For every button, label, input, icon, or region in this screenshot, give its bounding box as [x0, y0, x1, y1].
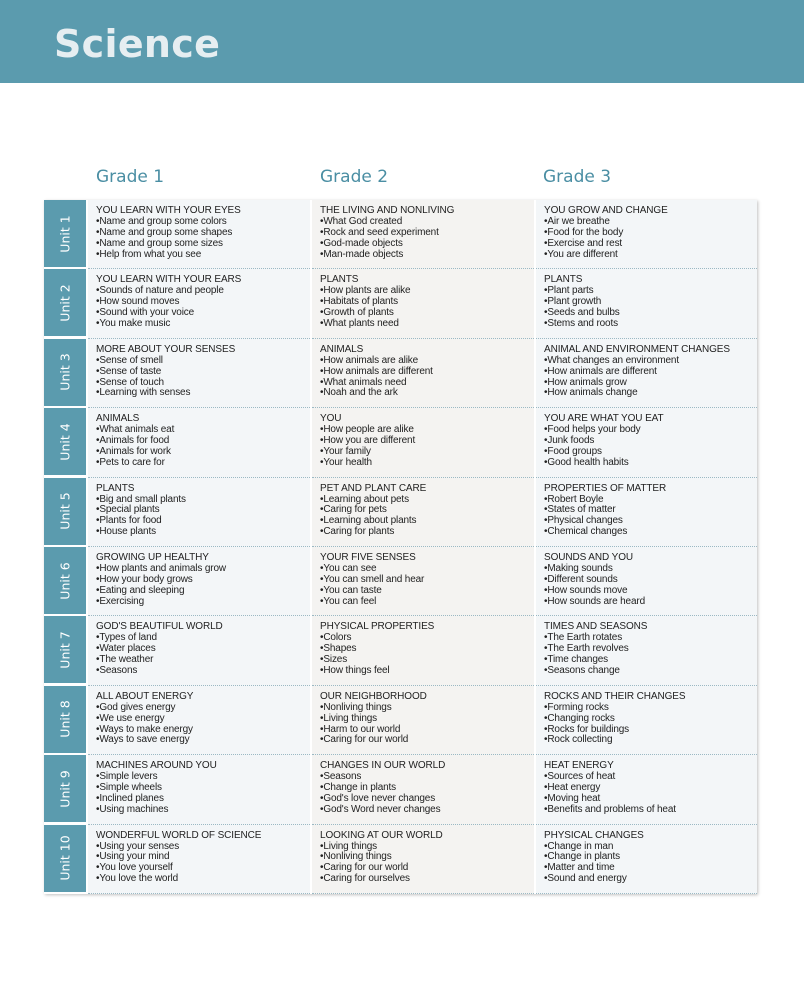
topic-list	[320, 217, 534, 261]
topic-item: • Name and group some sizes	[96, 239, 310, 250]
topic-list	[96, 564, 310, 608]
topic-item: • Stems and roots	[544, 319, 757, 330]
lesson-title: YOU	[320, 413, 342, 425]
lesson-cell	[536, 686, 757, 755]
topic-item: • How animals are different	[544, 367, 757, 378]
unit-tab	[44, 339, 86, 406]
lesson-cell	[312, 339, 534, 408]
topic-item: • Sound with your voice	[96, 308, 310, 319]
topic-item: • Water places	[96, 644, 310, 655]
lesson-cell	[536, 339, 757, 408]
topic-item: • Junk foods	[544, 436, 757, 447]
topic-item: • Plant growth	[544, 297, 757, 308]
topic-item: • Caring for plants	[320, 527, 534, 538]
unit-tab	[44, 200, 86, 267]
topic-item: • Using your mind	[96, 852, 310, 863]
topic-item: • Change in plants	[320, 783, 534, 794]
topic-list	[320, 703, 534, 747]
topic-item: • Using machines	[96, 805, 310, 816]
topic-item: • Ways to make energy	[96, 725, 310, 736]
lesson-title: PET AND PLANT CARE	[320, 482, 427, 494]
lesson-cell	[536, 547, 757, 616]
topic-item: • You can see	[320, 564, 534, 575]
topic-item: • The Earth rotates	[544, 633, 757, 644]
topic-item: • Rock collecting	[544, 735, 757, 746]
unit-label: Unit 2	[57, 284, 73, 322]
lesson-title: PLANTS	[544, 274, 583, 286]
topic-item: • What animals need	[320, 378, 534, 389]
unit-row	[44, 478, 757, 547]
topic-item: • What animals eat	[96, 425, 310, 436]
topic-item: • Types of land	[96, 633, 310, 644]
lesson-cell	[88, 616, 310, 685]
topic-item: • Moving heat	[544, 794, 757, 805]
topic-item: • Simple wheels	[96, 783, 310, 794]
grade-3-header: Grade 3	[543, 167, 612, 187]
lesson-cell	[312, 547, 534, 616]
topic-list	[96, 495, 310, 539]
lesson-title: GROWING UP HEALTHY	[96, 552, 209, 563]
topic-item: • Chemical changes	[544, 527, 757, 538]
topic-item: • How plants are alike	[320, 286, 534, 297]
topic-item: • Food groups	[544, 447, 757, 458]
topic-item: • Nonliving things	[320, 852, 534, 863]
topic-list	[320, 495, 534, 539]
topic-list	[96, 842, 310, 886]
lesson-title: LOOKING AT OUR WORLD	[320, 829, 443, 841]
topic-item: • How sounds move	[544, 586, 757, 597]
topic-item: • Forming rocks	[544, 703, 757, 714]
topic-list	[544, 286, 757, 330]
topic-item: • Your health	[320, 458, 534, 469]
lesson-cell	[88, 825, 310, 894]
topic-item: • Living things	[320, 842, 534, 853]
lesson-cell	[536, 408, 757, 477]
lesson-title: ANIMALS	[320, 343, 364, 355]
unit-label: Unit 1	[57, 214, 73, 253]
lesson-cell	[536, 825, 757, 894]
lesson-title: YOU LEARN WITH YOUR EARS	[96, 274, 242, 286]
unit-label: Unit 4	[57, 423, 73, 461]
topic-item: • Special plants	[96, 505, 310, 516]
lesson-cell	[312, 686, 534, 755]
topic-item: • Caring for ourselves	[320, 874, 534, 885]
topic-item: • Name and group some colors	[96, 217, 310, 228]
topic-item: • How animals change	[544, 388, 757, 399]
topic-item: • Learning about pets	[320, 495, 534, 506]
topic-item: • You love the world	[96, 874, 310, 885]
topic-item: • Caring for our world	[320, 863, 534, 874]
topic-item: • Caring for pets	[320, 505, 534, 516]
lesson-cell	[88, 200, 310, 269]
lesson-title: MACHINES AROUND YOU	[96, 760, 217, 772]
header-banner	[0, 0, 804, 83]
topic-item: • Habitats of plants	[320, 297, 534, 308]
unit-label: Unit 8	[57, 700, 73, 738]
topic-item: • Seasons	[320, 772, 534, 783]
unit-row	[44, 547, 757, 616]
lesson-title: PLANTS	[320, 274, 359, 286]
topic-item: • Learning with senses	[96, 388, 310, 399]
lesson-title: PROPERTIES OF MATTER	[544, 482, 667, 494]
topic-item: • Sound and energy	[544, 874, 757, 885]
topic-list	[320, 356, 534, 400]
unit-label: Unit 9	[57, 770, 73, 808]
lesson-title: ANIMAL AND ENVIRONMENT CHANGES	[544, 343, 730, 355]
topic-item: • Sizes	[320, 655, 534, 666]
lesson-title: CHANGES IN OUR WORLD	[320, 760, 446, 772]
lesson-title: OUR NEIGHBORHOOD	[320, 690, 427, 702]
lesson-cell	[312, 269, 534, 338]
topic-item: • Exercising	[96, 597, 310, 608]
lesson-cell	[88, 478, 310, 547]
topic-item: • Physical changes	[544, 516, 757, 527]
unit-tab	[44, 825, 86, 892]
unit-label: Unit 10	[57, 835, 73, 881]
topic-list	[544, 703, 757, 747]
topic-item: • Help from what you see	[96, 250, 310, 261]
grade-1-header: Grade 1	[96, 167, 165, 187]
lesson-cell	[536, 755, 757, 824]
lesson-title: YOU ARE WHAT YOU EAT	[544, 413, 664, 425]
topic-item: • You can taste	[320, 586, 534, 597]
topic-item: • Harm to our world	[320, 725, 534, 736]
topic-item: • Making sounds	[544, 564, 757, 575]
lesson-cell	[312, 408, 534, 477]
lesson-title: ROCKS AND THEIR CHANGES	[544, 690, 686, 702]
lesson-cell	[88, 755, 310, 824]
topic-list	[544, 425, 757, 469]
topic-item: • How animals are different	[320, 367, 534, 378]
topic-item: • How you are different	[320, 436, 534, 447]
unit-tab	[44, 478, 86, 545]
topic-item: • The weather	[96, 655, 310, 666]
topic-item: • Food helps your body	[544, 425, 757, 436]
unit-tab	[44, 686, 86, 753]
topic-item: • Rocks for buildings	[544, 725, 757, 736]
unit-row	[44, 616, 757, 685]
topic-item: • You love yourself	[96, 863, 310, 874]
page-title: Science	[54, 22, 221, 66]
topic-item: • Big and small plants	[96, 495, 310, 506]
lesson-title: TIMES AND SEASONS	[544, 621, 648, 633]
lesson-title: YOU GROW AND CHANGE	[544, 205, 668, 216]
lesson-title: SOUNDS AND YOU	[544, 552, 633, 563]
topic-list	[320, 842, 534, 886]
topic-item: • Seasons change	[544, 666, 757, 677]
lesson-title: ALL ABOUT ENERGY	[96, 690, 194, 702]
lesson-cell	[312, 200, 534, 269]
topic-item: • Animals for work	[96, 447, 310, 458]
lesson-cell	[536, 269, 757, 338]
topic-item: • You can smell and hear	[320, 575, 534, 586]
unit-row	[44, 269, 757, 338]
topic-item: • You can feel	[320, 597, 534, 608]
topic-item: • Change in plants	[544, 852, 757, 863]
lesson-cell	[312, 616, 534, 685]
topic-item: • Man-made objects	[320, 250, 534, 261]
topic-item: • The Earth revolves	[544, 644, 757, 655]
topic-item: • Caring for our world	[320, 735, 534, 746]
lesson-cell	[312, 755, 534, 824]
topic-item: • Benefits and problems of heat	[544, 805, 757, 816]
unit-label: Unit 3	[57, 353, 73, 391]
topic-list	[544, 356, 757, 400]
topic-item: • God's Word never changes	[320, 805, 534, 816]
topic-item: • What changes an environment	[544, 356, 757, 367]
topic-item: • Rock and seed experiment	[320, 228, 534, 239]
topic-item: • Sounds of nature and people	[96, 286, 310, 297]
topic-list	[320, 425, 534, 469]
grade-2-header: Grade 2	[320, 167, 389, 187]
lesson-title: HEAT ENERGY	[544, 760, 614, 772]
topic-item: • Good health habits	[544, 458, 757, 469]
unit-row	[44, 200, 757, 269]
topic-item: • States of matter	[544, 505, 757, 516]
topic-item: • Colors	[320, 633, 534, 644]
topic-item: • How sounds are heard	[544, 597, 757, 608]
topic-item: • Eating and sleeping	[96, 586, 310, 597]
topic-item: • God's love never changes	[320, 794, 534, 805]
topic-list	[96, 633, 310, 677]
topic-list	[544, 217, 757, 261]
topic-item: • Name and group some shapes	[96, 228, 310, 239]
lesson-title: PHYSICAL CHANGES	[544, 829, 644, 841]
unit-tab	[44, 408, 86, 475]
lesson-cell	[88, 547, 310, 616]
topic-item: • Learning about plants	[320, 516, 534, 527]
unit-tab	[44, 547, 86, 614]
unit-row	[44, 339, 757, 408]
unit-tab	[44, 616, 86, 683]
unit-row	[44, 686, 757, 755]
topic-item: • Time changes	[544, 655, 757, 666]
topic-item: • Exercise and rest	[544, 239, 757, 250]
topic-item: • How things feel	[320, 666, 534, 677]
topic-item: • You make music	[96, 319, 310, 330]
topic-item: • Pets to care for	[96, 458, 310, 469]
topic-list	[544, 564, 757, 608]
lesson-cell	[312, 825, 534, 894]
lesson-title: PLANTS	[96, 482, 135, 494]
lesson-title: ANIMALS	[96, 413, 140, 425]
topic-item: • How your body grows	[96, 575, 310, 586]
topic-item: • Animals for food	[96, 436, 310, 447]
lesson-title: PHYSICAL PROPERTIES	[320, 621, 435, 633]
topic-item: • Seeds and bulbs	[544, 308, 757, 319]
lesson-cell	[312, 478, 534, 547]
topic-item: • Noah and the ark	[320, 388, 534, 399]
topic-item: • Changing rocks	[544, 714, 757, 725]
topic-item: • What God created	[320, 217, 534, 228]
topic-item: • God gives energy	[96, 703, 310, 714]
topic-item: • Growth of plants	[320, 308, 534, 319]
lesson-title: MORE ABOUT YOUR SENSES	[96, 343, 236, 355]
topic-list	[544, 495, 757, 539]
topic-item: • Plant parts	[544, 286, 757, 297]
topic-item: • How sound moves	[96, 297, 310, 308]
lesson-title: WONDERFUL WORLD OF SCIENCE	[96, 829, 262, 841]
unit-row	[44, 755, 757, 824]
topic-list	[320, 564, 534, 608]
unit-label: Unit 7	[57, 631, 73, 669]
unit-row	[44, 825, 757, 894]
topic-list	[320, 772, 534, 816]
topic-item: • How animals grow	[544, 378, 757, 389]
topic-list	[96, 703, 310, 747]
topic-item: • Sense of touch	[96, 378, 310, 389]
topic-item: • Ways to save energy	[96, 735, 310, 746]
topic-item: • Robert Boyle	[544, 495, 757, 506]
topic-item: • Your family	[320, 447, 534, 458]
topic-list	[544, 772, 757, 816]
topic-item: • Food for the body	[544, 228, 757, 239]
topic-list	[96, 286, 310, 330]
topic-list	[544, 633, 757, 677]
topic-item: • How plants and animals grow	[96, 564, 310, 575]
topic-item: • We use energy	[96, 714, 310, 725]
lesson-title: THE LIVING AND NONLIVING	[320, 205, 455, 216]
topic-item: • Different sounds	[544, 575, 757, 586]
lesson-title: YOUR FIVE SENSES	[320, 552, 416, 563]
unit-label: Unit 6	[57, 561, 73, 600]
topic-item: • Simple levers	[96, 772, 310, 783]
lesson-cell	[88, 686, 310, 755]
lesson-cell	[536, 200, 757, 269]
topic-item: • Air we breathe	[544, 217, 757, 228]
topic-item: • Plants for food	[96, 516, 310, 527]
unit-tab	[44, 755, 86, 822]
topic-list	[96, 425, 310, 469]
topic-item: • Shapes	[320, 644, 534, 655]
lesson-cell	[88, 339, 310, 408]
lesson-title: YOU LEARN WITH YOUR EYES	[96, 205, 241, 216]
lesson-cell	[88, 408, 310, 477]
topic-list	[96, 356, 310, 400]
topic-item: • How animals are alike	[320, 356, 534, 367]
topic-item: • Sense of smell	[96, 356, 310, 367]
topic-item: • Sources of heat	[544, 772, 757, 783]
unit-row	[44, 408, 757, 477]
topic-item: • Matter and time	[544, 863, 757, 874]
topic-item: • House plants	[96, 527, 310, 538]
topic-item: • Using your senses	[96, 842, 310, 853]
unit-tab	[44, 269, 86, 336]
topic-item: • Sense of taste	[96, 367, 310, 378]
lesson-cell	[88, 269, 310, 338]
lesson-cell	[536, 478, 757, 547]
topic-item: • Inclined planes	[96, 794, 310, 805]
unit-label: Unit 5	[57, 492, 73, 530]
topic-item: • How people are alike	[320, 425, 534, 436]
topic-item: • Change in man	[544, 842, 757, 853]
topic-item: • Living things	[320, 714, 534, 725]
topic-item: • You are different	[544, 250, 757, 261]
topic-item: • Nonliving things	[320, 703, 534, 714]
topic-list	[96, 217, 310, 261]
curriculum-table	[44, 200, 757, 894]
lesson-title: GOD'S BEAUTIFUL WORLD	[96, 621, 223, 633]
topic-item: • Heat energy	[544, 783, 757, 794]
lesson-cell	[536, 616, 757, 685]
topic-list	[96, 772, 310, 816]
topic-list	[320, 633, 534, 677]
topic-item: • What plants need	[320, 319, 534, 330]
topic-list	[320, 286, 534, 330]
topic-item: • Seasons	[96, 666, 310, 677]
topic-item: • God-made objects	[320, 239, 534, 250]
topic-list	[544, 842, 757, 886]
